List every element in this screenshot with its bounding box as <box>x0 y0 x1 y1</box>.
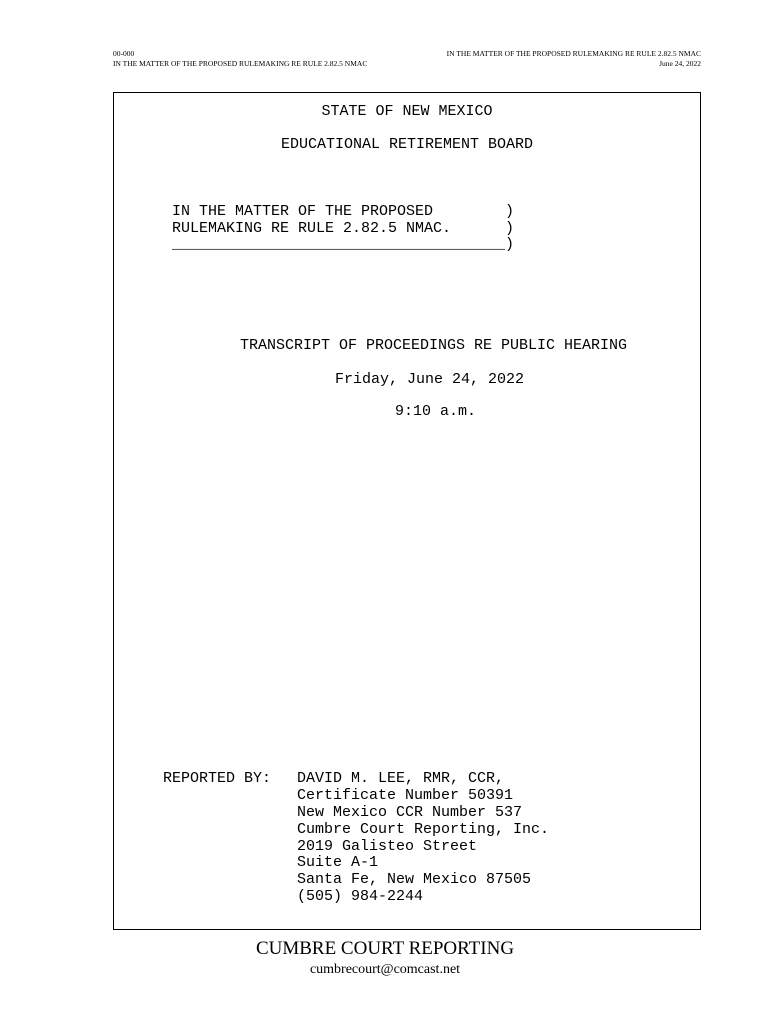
reporter-line: Suite A-1 <box>297 854 379 871</box>
reporter-line: Cumbre Court Reporting, Inc. <box>297 821 550 838</box>
caption-underline: _____________________________________) <box>172 236 515 253</box>
case-caption-short: IN THE MATTER OF THE PROPOSED RULEMAKING RE RULE 2.82.5 NMAC <box>113 59 368 68</box>
reporter-line: (505) 984-2244 <box>297 888 424 905</box>
reporter-line: New Mexico CCR Number 537 <box>297 804 523 821</box>
reporter-line: Santa Fe, New Mexico 87505 <box>297 871 532 888</box>
reporter-line: 2019 Galisteo Street <box>297 838 478 855</box>
case-number: 00-000 <box>113 49 135 58</box>
footer-email: cumbrecourt@comcast.net <box>309 962 461 977</box>
hearing-time: 9:10 a.m. <box>395 403 477 420</box>
footer-company-name: CUMBRE COURT REPORTING <box>255 938 515 959</box>
board-heading: EDUCATIONAL RETIREMENT BOARD <box>280 136 534 153</box>
case-caption-short-right: IN THE MATTER OF THE PROPOSED RULEMAKING RE RULE 2.82.5 NMAC <box>446 49 701 58</box>
page-header-right <box>447 49 701 69</box>
reporter-line: Certificate Number 50391 <box>297 787 514 804</box>
page-header-left <box>113 49 367 69</box>
reporter-line: DAVID M. LEE, RMR, CCR, <box>297 770 505 787</box>
header-date: June 24, 2022 <box>659 59 701 68</box>
hearing-date: Friday, June 24, 2022 <box>335 371 525 388</box>
transcript-page-frame <box>113 92 701 930</box>
caption-line: IN THE MATTER OF THE PROPOSED ) <box>172 203 515 220</box>
reported-by-label: REPORTED BY: <box>163 770 272 787</box>
transcript-title: TRANSCRIPT OF PROCEEDINGS RE PUBLIC HEARING <box>240 337 628 354</box>
caption-line: RULEMAKING RE RULE 2.82.5 NMAC. ) <box>172 220 515 237</box>
state-heading: STATE OF NEW MEXICO <box>321 103 493 120</box>
